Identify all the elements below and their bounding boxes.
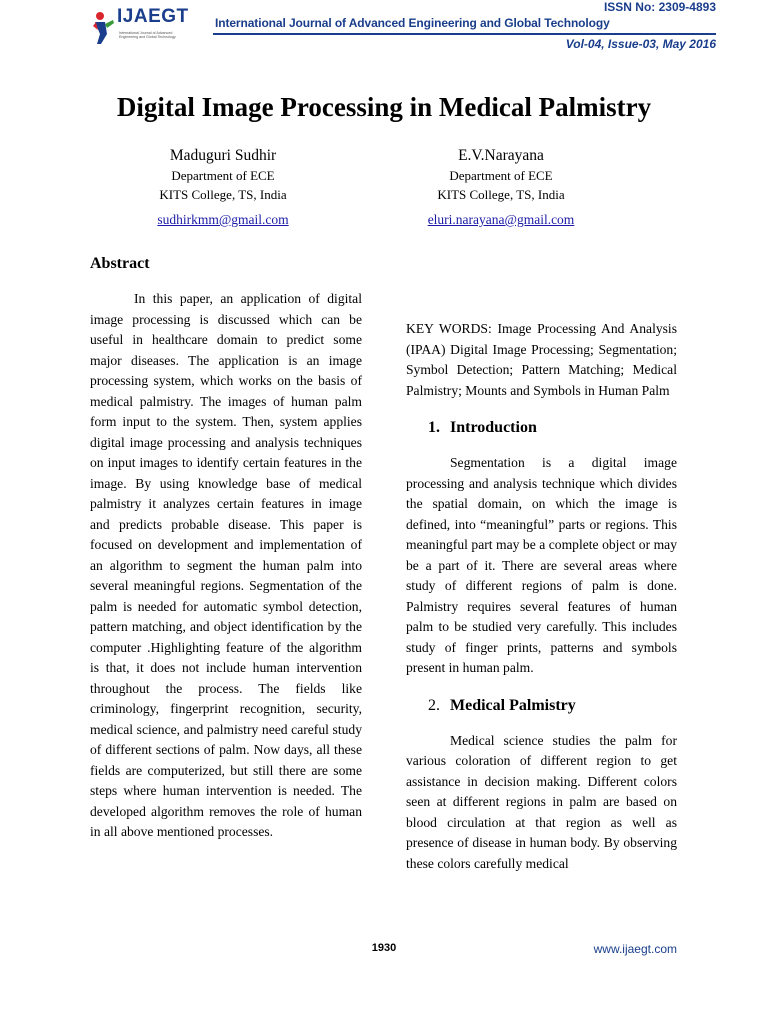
introduction-text: Segmentation is a digital image processing and analysis technique which divides the spatial domain, on which the image is defined, into “meaningful” parts or regions. This meaningful part may be a complete object or may be a part of it. There are several areas where study of different regions of palm is done. Palmistry requires several features of human palm to be studied very carefully. This includes study of finger prints, patterns and symbols present in human palm.	[406, 455, 677, 675]
right-column	[406, 319, 677, 874]
section-title: Introduction	[450, 419, 537, 436]
journal-website-link[interactable]: www.ijaegt.com	[593, 942, 677, 956]
left-column	[90, 289, 362, 843]
volume-issue: Vol-04, Issue-03, May 2016	[565, 37, 716, 51]
keywords-text: KEY WORDS: Image Processing And Analysis (IPAA) Digital Image Processing; Segmentation; Symbol Detection; Pattern Matching; Medical Palmistry; Mounts and Symbols in Human Palm	[406, 321, 677, 398]
author-affiliation: KITS College, TS, India	[437, 187, 565, 202]
section-heading-medical-palmistry	[406, 695, 677, 717]
paper-title: Digital Image Processing in Medical Palmistry	[116, 92, 652, 122]
author-email-link[interactable]: sudhirkmm@gmail.com	[157, 212, 289, 227]
section-heading-introduction	[406, 417, 677, 439]
section-title: Medical Palmistry	[450, 696, 576, 714]
logo-figure-icon	[91, 10, 117, 44]
author-name: E.V.Narayana	[458, 147, 544, 164]
author-name: Maduguri Sudhir	[169, 147, 277, 164]
logo-tagline: International Journal of Advanced Engineering and Global Technology	[119, 31, 176, 39]
author-block	[371, 146, 631, 229]
author-department: Department of ECE	[171, 168, 275, 183]
author-email-link[interactable]: eluri.narayana@gmail.com	[427, 212, 575, 227]
section-number: 1.	[428, 419, 440, 436]
section-number: 2.	[428, 696, 440, 714]
journal-logo	[91, 6, 201, 48]
issn-number: ISSN No: 2309-4893	[603, 0, 716, 14]
abstract-heading: Abstract	[90, 255, 150, 272]
abstract-text: In this paper, an application of digital image processing is discussed which can be useful in healthcare domain to predict some major diseases. The application is an image processing system, which works on the basis of medical palmistry. The images of human palm form input to the system. Then, system applies digital image processing and analysis techniques on input images to identify certain features in the image. By using knowledge base of medical palmistry it analyzes certain features in image and predicts probable disease. This paper is focused on development and implementation of an algorithm to segment the human palm into several meaningful regions. Segmentation of the palm is needed for automatic symbol detection, pattern matching, and object identification by the computer .Highlighting feature of the algorithm is that, it does not include human intervention throughout the process. The fields like criminology, fingerprint recognition, security, medical science, and palmistry need careful study of different sections of palm. Now days, all these fields are computerized, but still there are some steps where human intervention is needed. The developed algorithm removes the role of human in all above mentioned processes.	[90, 291, 362, 839]
header-divider	[213, 33, 716, 35]
journal-name: International Journal of Advanced Engineering and Global Technology	[215, 16, 610, 30]
page-number: 1930	[371, 942, 397, 954]
medical-palmistry-text: Medical science studies the palm for various coloration of different region to get assistance in decision making. Different colors seen at different regions in palm are based on blood circulation at that region as well as presence of disease in human body. By observing these colors carefully medical	[406, 732, 677, 871]
author-block	[93, 146, 353, 229]
logo-text: IJAEGT	[117, 6, 189, 27]
author-department: Department of ECE	[449, 168, 553, 183]
author-affiliation: KITS College, TS, India	[159, 187, 287, 202]
